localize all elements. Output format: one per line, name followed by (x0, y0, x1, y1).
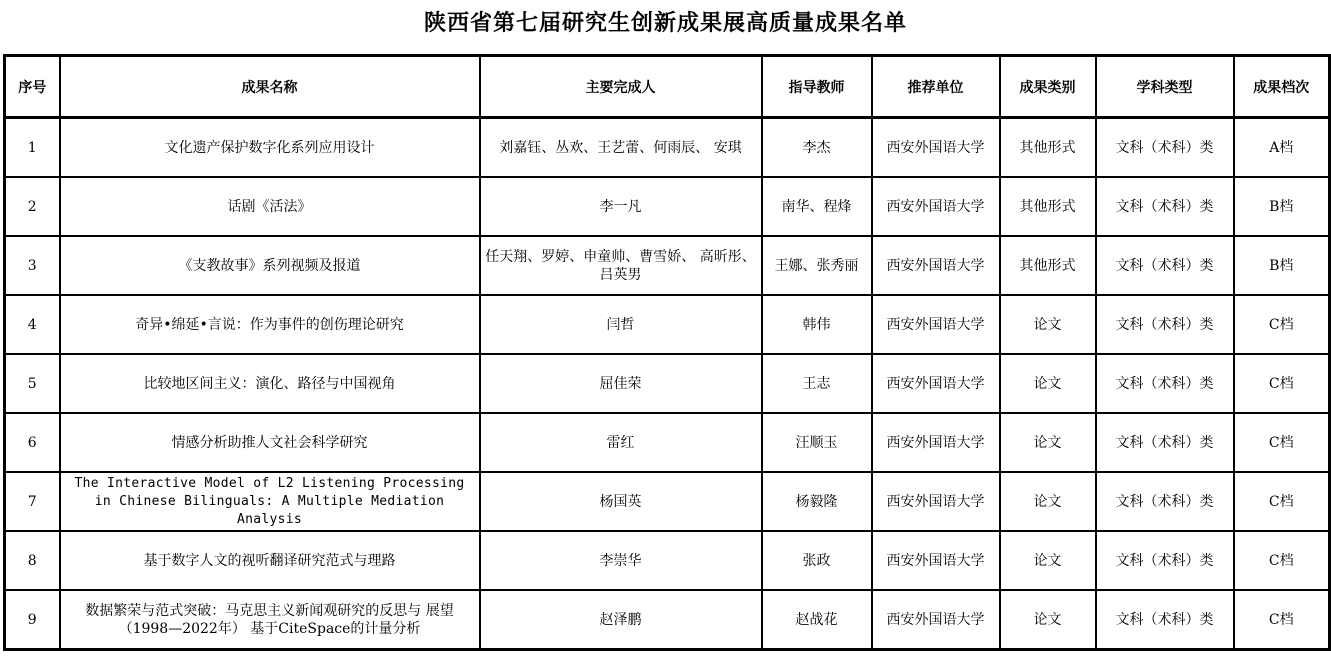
cell-authors: 任天翔、罗婷、申童帅、曹雪娇、 高昕彤、吕英男 (480, 236, 762, 295)
cell-grade: C档 (1234, 531, 1330, 590)
cell-unit: 西安外国语大学 (872, 472, 1000, 531)
cell-discipline: 文科（术科）类 (1096, 177, 1234, 236)
cell-discipline: 文科（术科）类 (1096, 472, 1234, 531)
cell-no: 1 (5, 118, 60, 178)
cell-authors: 屈佳荣 (480, 354, 762, 413)
cell-category: 论文 (1000, 531, 1096, 590)
cell-category: 论文 (1000, 590, 1096, 650)
cell-category: 其他形式 (1000, 236, 1096, 295)
cell-advisor: 王娜、张秀丽 (762, 236, 872, 295)
cell-no: 7 (5, 472, 60, 531)
cell-name: 话剧《活法》 (60, 177, 480, 236)
cell-discipline: 文科（术科）类 (1096, 118, 1234, 178)
table-row (5, 590, 1330, 650)
column-header-name: 成果名称 (60, 56, 480, 118)
cell-advisor: 汪顺玉 (762, 413, 872, 472)
header-row (5, 56, 1330, 118)
cell-category: 论文 (1000, 354, 1096, 413)
cell-discipline: 文科（术科）类 (1096, 236, 1234, 295)
column-header-grade: 成果档次 (1234, 56, 1330, 118)
cell-grade: A档 (1234, 118, 1330, 178)
cell-no: 6 (5, 413, 60, 472)
cell-unit: 西安外国语大学 (872, 177, 1000, 236)
cell-grade: C档 (1234, 295, 1330, 354)
cell-no: 4 (5, 295, 60, 354)
cell-authors: 雷红 (480, 413, 762, 472)
table-row (5, 531, 1330, 590)
cell-advisor: 张政 (762, 531, 872, 590)
cell-name: 情感分析助推人文社会科学研究 (60, 413, 480, 472)
table-row (5, 472, 1330, 531)
cell-unit: 西安外国语大学 (872, 413, 1000, 472)
cell-grade: C档 (1234, 472, 1330, 531)
cell-unit: 西安外国语大学 (872, 236, 1000, 295)
cell-unit: 西安外国语大学 (872, 354, 1000, 413)
cell-category: 论文 (1000, 472, 1096, 531)
cell-authors: 赵泽鹏 (480, 590, 762, 650)
cell-category: 论文 (1000, 413, 1096, 472)
cell-unit: 西安外国语大学 (872, 531, 1000, 590)
cell-discipline: 文科（术科）类 (1096, 590, 1234, 650)
cell-name: 基于数字人文的视听翻译研究范式与理路 (60, 531, 480, 590)
cell-authors: 杨国英 (480, 472, 762, 531)
column-header-authors: 主要完成人 (480, 56, 762, 118)
column-header-unit: 推荐单位 (872, 56, 1000, 118)
table-row (5, 354, 1330, 413)
cell-discipline: 文科（术科）类 (1096, 295, 1234, 354)
column-header-no: 序号 (5, 56, 60, 118)
table-row (5, 177, 1330, 236)
cell-advisor: 王志 (762, 354, 872, 413)
cell-advisor: 李杰 (762, 118, 872, 178)
cell-authors: 闫哲 (480, 295, 762, 354)
table-row (5, 413, 1330, 472)
cell-grade: C档 (1234, 354, 1330, 413)
cell-no: 8 (5, 531, 60, 590)
cell-name: 比较地区间主义：演化、路径与中国视角 (60, 354, 480, 413)
cell-no: 5 (5, 354, 60, 413)
column-header-advisor: 指导教师 (762, 56, 872, 118)
cell-grade: C档 (1234, 590, 1330, 650)
cell-grade: B档 (1234, 236, 1330, 295)
cell-no: 9 (5, 590, 60, 650)
cell-name: 数据繁荣与范式突破：马克思主义新闻观研究的反思与 展望（1998—2022年） 基于CiteSpace的计量分析 (60, 590, 480, 650)
cell-no: 2 (5, 177, 60, 236)
cell-authors: 刘嘉钰、丛欢、王艺蕾、何雨辰、 安琪 (480, 118, 762, 178)
cell-name: 《支教故事》系列视频及报道 (60, 236, 480, 295)
cell-name: 奇异•绵延•言说：作为事件的创伤理论研究 (60, 295, 480, 354)
cell-advisor: 赵战花 (762, 590, 872, 650)
column-header-category: 成果类别 (1000, 56, 1096, 118)
cell-discipline: 文科（术科）类 (1096, 354, 1234, 413)
cell-unit: 西安外国语大学 (872, 590, 1000, 650)
cell-advisor: 杨毅隆 (762, 472, 872, 531)
cell-category: 论文 (1000, 295, 1096, 354)
cell-advisor: 南华、程烽 (762, 177, 872, 236)
cell-category: 其他形式 (1000, 177, 1096, 236)
cell-category: 其他形式 (1000, 118, 1096, 178)
cell-advisor: 韩伟 (762, 295, 872, 354)
cell-name: 文化遗产保护数字化系列应用设计 (60, 118, 480, 178)
cell-grade: C档 (1234, 413, 1330, 472)
cell-authors: 李崇华 (480, 531, 762, 590)
results-table (3, 54, 1331, 651)
cell-no: 3 (5, 236, 60, 295)
column-header-discipline: 学科类型 (1096, 56, 1234, 118)
table-row (5, 236, 1330, 295)
page-title: 陕西省第七届研究生创新成果展高质量成果名单 (423, 11, 907, 36)
table-row (5, 118, 1330, 178)
cell-unit: 西安外国语大学 (872, 118, 1000, 178)
table-row (5, 295, 1330, 354)
cell-authors: 李一凡 (480, 177, 762, 236)
cell-unit: 西安外国语大学 (872, 295, 1000, 354)
cell-grade: B档 (1234, 177, 1330, 236)
cell-discipline: 文科（术科）类 (1096, 413, 1234, 472)
cell-discipline: 文科（术科）类 (1096, 531, 1234, 590)
cell-name: The Interactive Model of L2 Listening Processing in Chinese Bilinguals: A Multiple Mediation Analysis (60, 472, 480, 531)
